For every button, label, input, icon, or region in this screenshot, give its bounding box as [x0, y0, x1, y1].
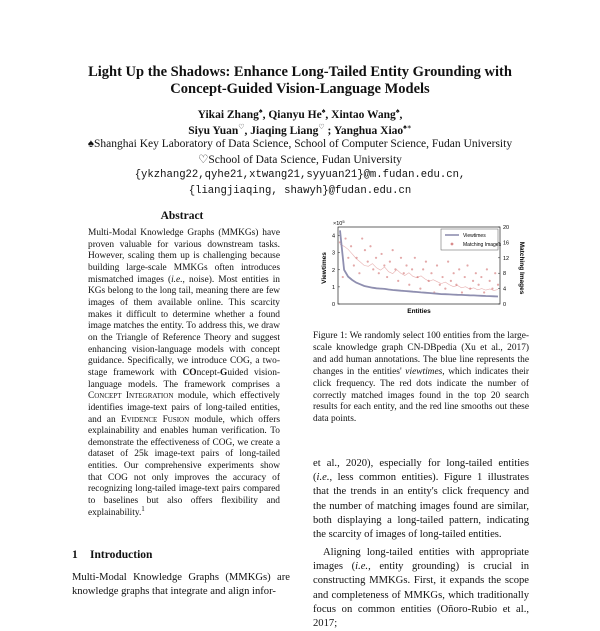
data-point — [458, 268, 460, 270]
data-point — [430, 272, 432, 274]
affiliation-mark: ♡ — [318, 123, 325, 132]
abstract-bold: CO — [182, 367, 197, 378]
affiliations — [0, 137, 600, 168]
affiliation-mark: ♠ — [321, 107, 326, 116]
data-point — [378, 272, 380, 274]
author-name: Xintao Wang — [331, 109, 396, 121]
body-paragraph-2 — [313, 546, 529, 631]
data-point — [483, 291, 485, 293]
abstract-italic: i.e. — [171, 274, 183, 285]
data-point — [466, 264, 468, 266]
figure-1-chart — [313, 218, 525, 318]
data-point — [441, 276, 443, 278]
abstract-segment: Multi-Modal Knowledge Graphs (MMKGs) have proven valuable for various downstream tasks. However, scaling them up is challenging because building large-scale MMKGs often introduces mismatched images ( — [88, 228, 280, 285]
legend-matching-images: Matching Images — [463, 242, 502, 248]
y-axis-left-label: Viewtimes — [321, 252, 328, 284]
abstract-segment: ncept- — [196, 367, 221, 378]
left-tick-label: 3 — [331, 250, 335, 257]
data-point — [350, 245, 352, 247]
affiliation-mark: ♡ — [238, 123, 245, 132]
affiliation-mark: ♠ — [258, 107, 263, 116]
body-italic: i.e. — [316, 472, 330, 484]
data-point — [425, 261, 427, 263]
affiliation-mark: ♠ — [395, 107, 400, 116]
right-tick-label: 8 — [503, 271, 507, 278]
data-point — [400, 257, 402, 259]
section-number: 1 — [72, 549, 78, 561]
data-point — [464, 276, 466, 278]
data-point — [380, 253, 382, 255]
data-point — [392, 249, 394, 251]
author-emails — [0, 168, 600, 199]
data-point — [383, 264, 385, 266]
data-point — [389, 261, 391, 263]
right-tick-label: 12 — [503, 255, 510, 262]
data-point — [436, 264, 438, 266]
author-line-1 — [0, 107, 600, 123]
data-point — [472, 280, 474, 282]
body-segment: et al., 2020), especially for long-tailed entities ( — [313, 458, 529, 484]
data-point — [342, 276, 344, 278]
data-point — [344, 237, 346, 239]
email-line-1: {ykzhang22,qyhe21,xtwang21,syyuan21}@m.fudan.edu.cn, — [134, 169, 466, 181]
data-point — [411, 268, 413, 270]
data-point — [397, 280, 399, 282]
abstract-segment: , noise). Most entities in KGs belong to the long tail, meaning there are few images of them available online. This scarcity makes it difficult to determine whether a found image matches the entity. To address this, we draw on the Triangle of Reference Theory and suggest enhancing vision-language models with concept guidance. Specifically, we introduce COG, a two-stage framework with — [88, 274, 280, 378]
author-name: Jiaqing Liang — [250, 125, 319, 137]
abstract-bold: G — [220, 367, 228, 378]
body-segment: , entity grounding) is crucial in constructing MMKGs. First, it expands the scope and completeness of MMKGs, which traditionally focus on common entities (Oñoro-Rubio et al., 2017; — [313, 561, 529, 630]
data-point — [353, 264, 355, 266]
author-separator: , — [325, 109, 332, 121]
author-name: Qianyu He — [268, 109, 322, 121]
data-point — [477, 284, 479, 286]
author-list — [0, 107, 600, 139]
left-tick-label: 2 — [331, 267, 335, 274]
caption-segment: Figure 1: We randomly select 100 entities from the large-scale knowledge graph CN-DBpedia (Xu et al., 2017) and add human annotations. The blue line represents the changes in the entities' — [313, 331, 529, 377]
affiliation-mark: ♠∗ — [403, 123, 412, 132]
affiliation-2: ♡School of Data Science, Fudan University — [198, 153, 402, 166]
data-point — [367, 261, 369, 263]
data-point — [494, 272, 496, 274]
paper-title — [0, 64, 600, 98]
caption-italic: viewtimes — [405, 366, 443, 377]
abstract-text — [88, 228, 280, 519]
module-name: Evidence Fusion — [120, 414, 190, 425]
legend — [441, 229, 502, 250]
left-axis-ticks — [332, 234, 340, 308]
module-name: Concept Integration — [88, 391, 174, 402]
data-point — [403, 272, 405, 274]
left-tick-label: 4 — [331, 233, 335, 240]
author-separator: ; — [324, 125, 334, 137]
body-segment: Aligning long-tailed entities with appropriate images ( — [313, 547, 529, 573]
data-point — [372, 268, 374, 270]
data-point — [386, 276, 388, 278]
data-point — [489, 280, 491, 282]
left-tick-label: 1 — [331, 284, 335, 291]
data-point — [358, 272, 360, 274]
intro-paragraph: Multi-Modal Knowledge Graphs (MMKGs) are knowledge graphs that integrate and align infor- — [72, 572, 290, 597]
abstract-segment: uided vision-language models. The framework comprises a — [88, 367, 280, 390]
body-italic: i.e. — [355, 561, 369, 573]
smoothed-matching-line — [340, 244, 498, 290]
abstract-segment: module, which offers explainability and enables human verification. To demonstrate the effectiveness of COG, we create a dataset of 25k image-text pairs of long-tailed entities. Our comprehensive experiments show that COG not only improves the accuracy of recognizing long-tailed image-text pairs compared to baselines but also offers flexibility and explainability. — [88, 414, 280, 518]
data-point — [408, 284, 410, 286]
author-separator: , — [399, 109, 403, 121]
data-point — [405, 264, 407, 266]
data-point — [461, 291, 463, 293]
affiliation-1: ♠Shanghai Key Laboratory of Data Science, School of Computer Science, Fudan University — [87, 138, 513, 150]
exponent-label: $\times 10^5$ — [333, 219, 345, 227]
caption-segment: , which indicates their click frequency. The red dots indicate the number of correctly matched images found in the top 20 search results for each entity, and the red line smooths out these data points. — [313, 366, 529, 425]
data-point — [439, 284, 441, 286]
section-heading — [72, 549, 152, 561]
data-point — [419, 288, 421, 290]
data-point — [497, 284, 499, 286]
legend-viewtimes: Viewtimes — [463, 233, 486, 239]
data-point — [475, 272, 477, 274]
data-point — [480, 276, 482, 278]
author-name: Yikai Zhang — [197, 109, 259, 121]
data-point — [450, 280, 452, 282]
figure-caption — [313, 331, 529, 426]
data-point — [486, 268, 488, 270]
right-tick-label: 20 — [503, 225, 510, 231]
right-tick-label: 4 — [503, 286, 507, 293]
author-separator: , — [244, 125, 251, 137]
data-point — [447, 261, 449, 263]
abstract-segment: module, which effectively identifies image-text pairs of long-tailed entities, and an — [88, 391, 280, 425]
title-line-2: Concept-Guided Vision-Language Models — [170, 81, 430, 97]
section-title: Introduction — [90, 549, 153, 561]
data-point — [347, 257, 349, 259]
data-point — [414, 257, 416, 259]
footnote-mark: 1 — [141, 504, 145, 513]
legend-dot-swatch — [451, 243, 454, 246]
author-name: Siyu Yuan — [188, 125, 239, 137]
data-point — [375, 257, 377, 259]
right-tick-label: 0 — [503, 302, 507, 308]
body-segment: , less common entities). Figure 1 illustrates that the trends in an entity's click frequency and the number of matching images found are similar, both displaying a long-tailed pattern, indicating the scarcity of images of long-tailed entities. — [313, 472, 529, 541]
right-tick-label: 16 — [503, 240, 510, 247]
data-point — [444, 288, 446, 290]
left-tick-label: 0 — [331, 302, 335, 308]
data-point — [361, 237, 363, 239]
abstract-heading: Abstract — [160, 210, 204, 222]
data-point — [453, 272, 455, 274]
data-point — [364, 249, 366, 251]
data-point — [369, 245, 371, 247]
y-axis-right-label: Matching Images — [518, 241, 525, 295]
author-name: Yanghua Xiao — [333, 125, 404, 137]
x-axis-label: Entities — [407, 308, 431, 315]
title-line-1: Light Up the Shadows: Enhance Long-Tailed Entity Grounding with — [88, 64, 512, 80]
email-line-2: {liangjiaqing, shawyh}@fudan.edu.cn — [188, 184, 412, 197]
data-point — [422, 268, 424, 270]
body-paragraph-1 — [313, 457, 529, 542]
author-separator: , — [262, 109, 269, 121]
